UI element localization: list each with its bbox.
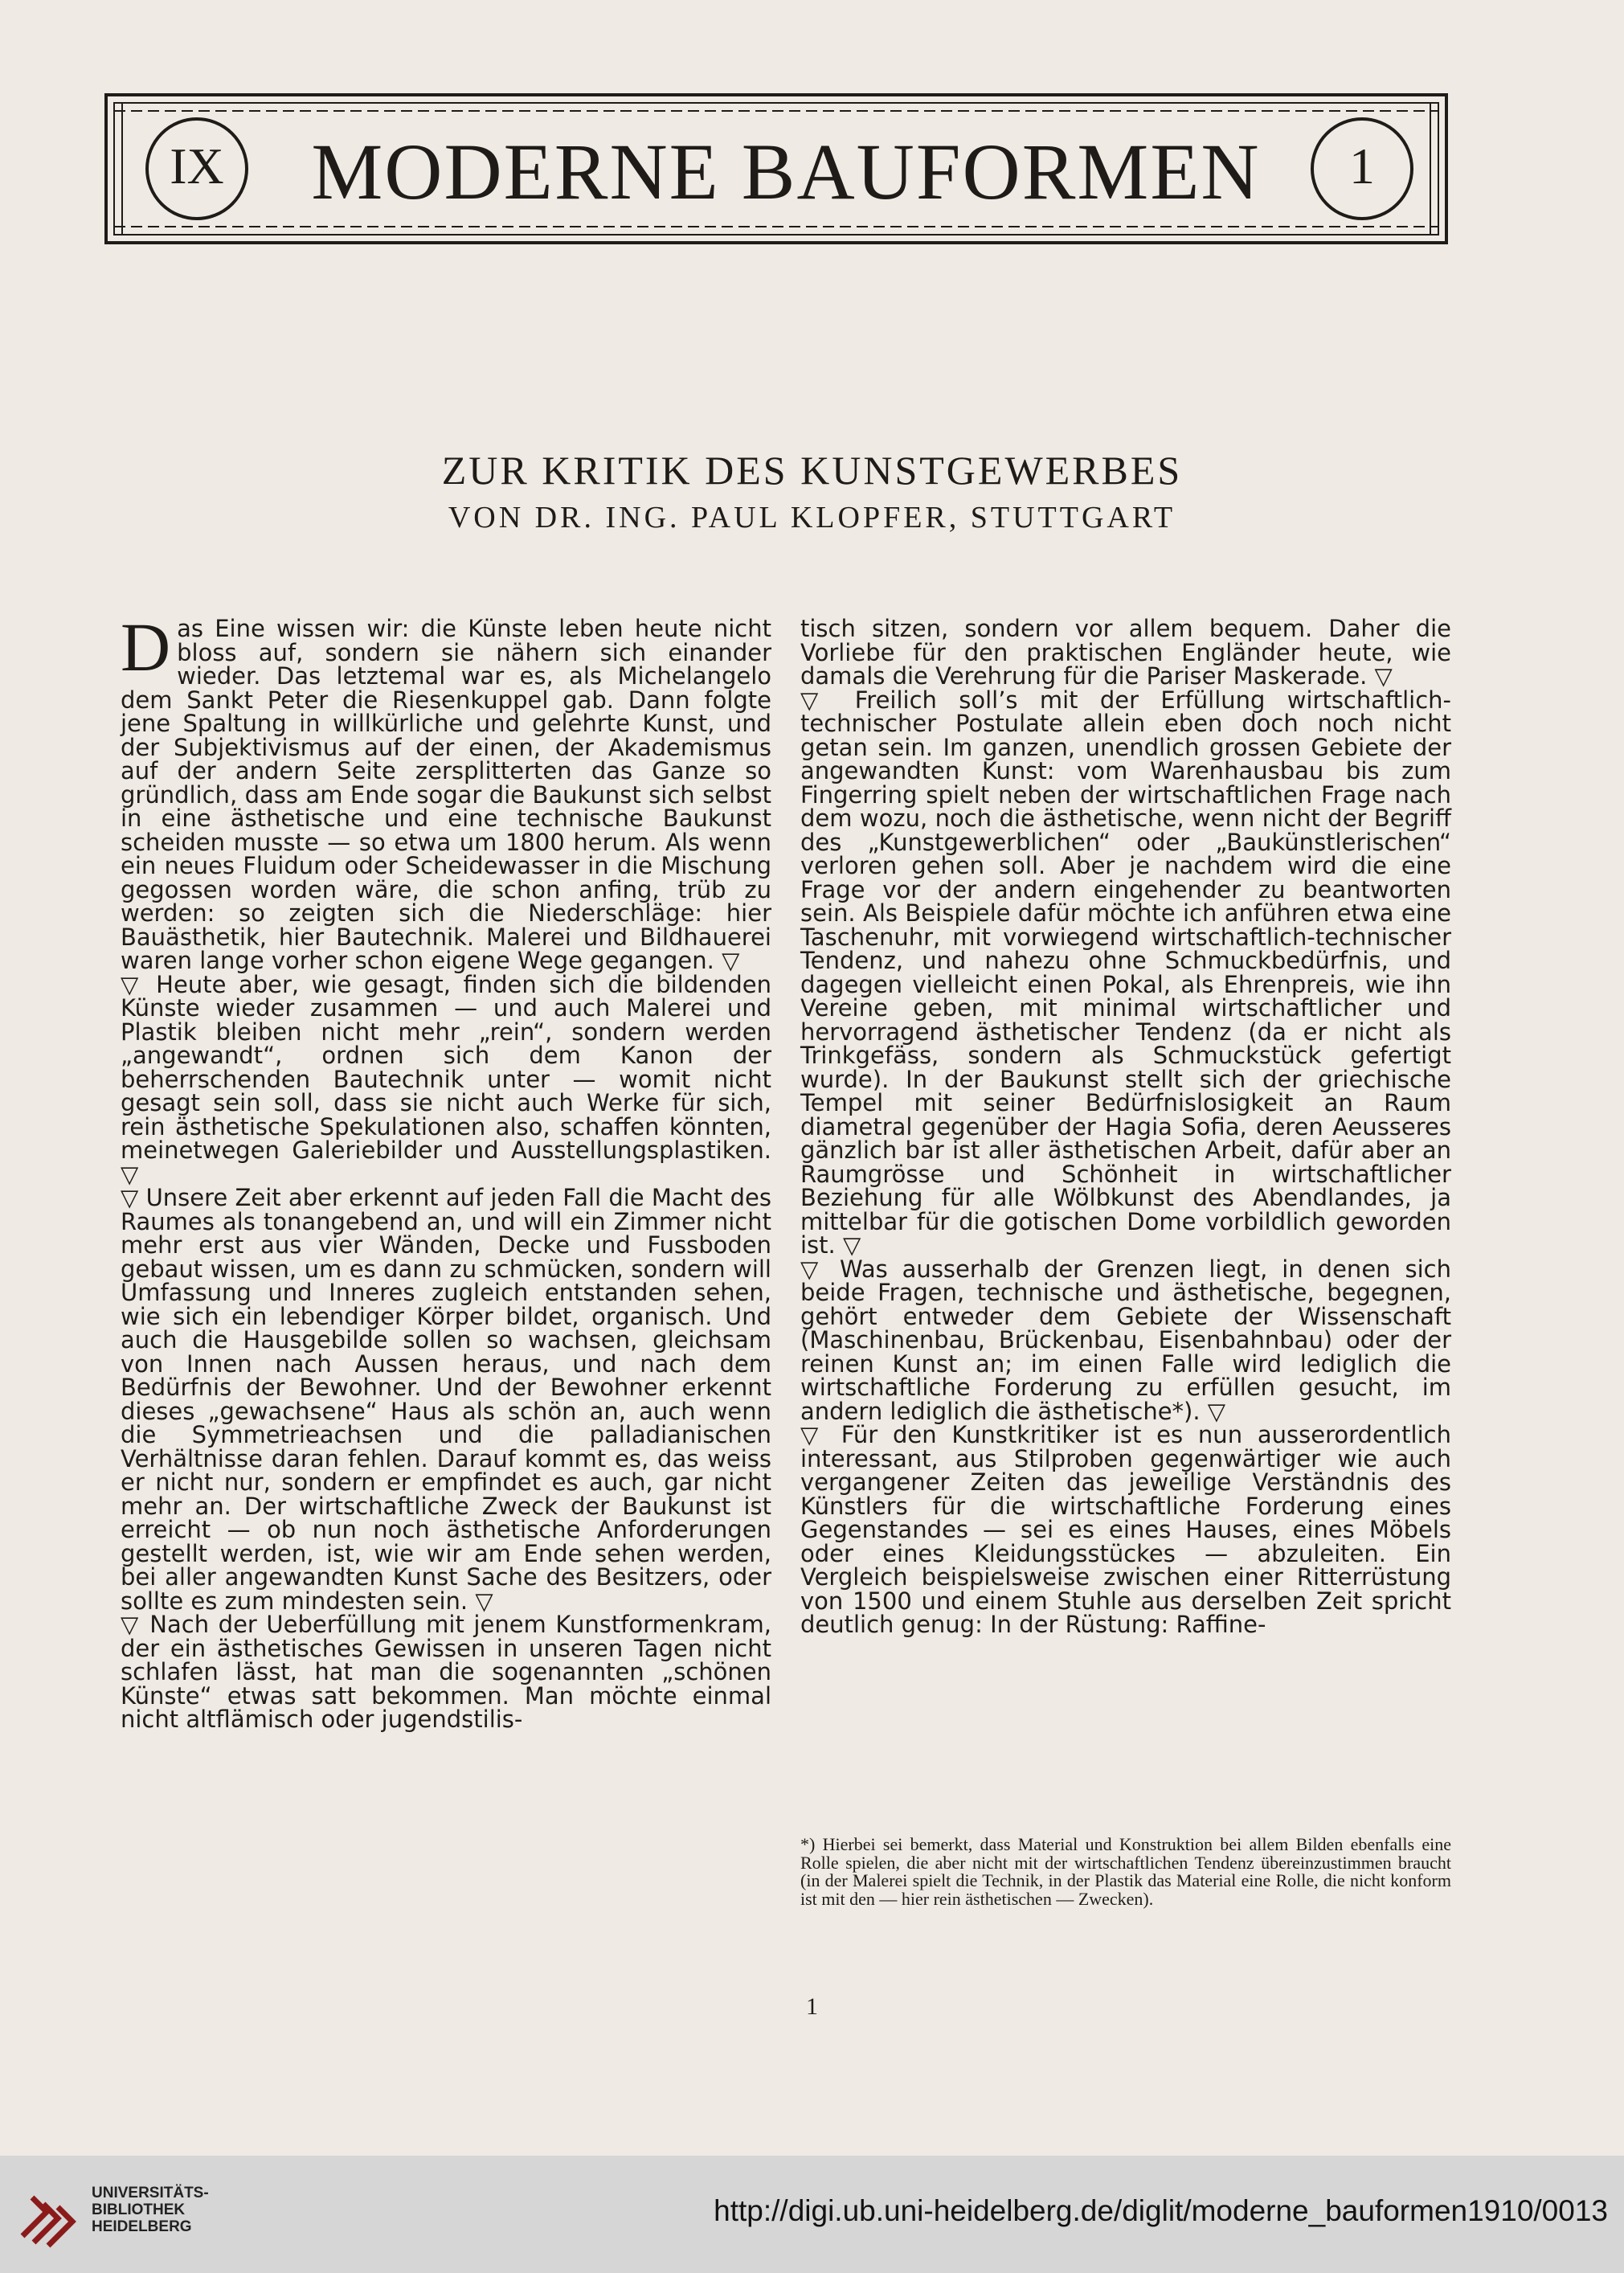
paragraph: ▽ Was ausserhalb der Grenzen liegt, in denen sich beide Fragen, technische und ästhetische, begegnen, gehört entweder dem Gebiete der Wissenschaft (Maschinenbau, Brückenbau, Eisenbahnbau) oder der reinen Kunst an; im einen Falle wird lediglich die wirtschaftliche Forderung zu erfüllen gesucht, im andern lediglich die ästhetische*). ▽ xyxy=(800,1255,1451,1425)
article-title: ZUR KRITIK DES KUNSTGEWERBES xyxy=(441,448,1183,493)
paragraph: ▽ Unsere Zeit aber erkennt auf jeden Fall die Macht des Raumes als tonangebend an, und will ein Zimmer nicht mehr erst aus vier Wänden, Decke und Fussboden gebaut wissen, um es dann zu schmücken, sondern will Umfassung und Inneres zugleich entstanden sehen, wie sich ein lebendiger Körper bildet, organisch. Und auch die Hausgebilde sollen so wachsen, gleichsam von Innen nach Aussen heraus, und nach dem Bedürfnis der Bewohner. Und der Bewohner erkennt dieses „gewachsene“ Haus als schön an, auch wenn die Symmetrieachsen und die palladianischen Verhältnisse daran fehlen. Darauf kommt es, das weiss er nicht nur, sondern er empfindet es auch, gar nicht mehr an. Der wirtschaftliche Zweck der Baukunst ist erreicht — ob nun noch ästhetische Anforderungen gestellt werden, ist, wie wir am Ende sehen werden, bei aller angewandten Kunst Sache des Besitzers, oder sollte es zum mindesten sein. ▽ xyxy=(121,1184,771,1615)
source-url-link[interactable]: http://digi.ub.uni-heidelberg.de/diglit/moderne_bauformen1910/0013 xyxy=(714,2194,1608,2227)
header-banner xyxy=(104,93,1448,244)
issue-number: 1 xyxy=(1349,137,1375,195)
page-number: 1 xyxy=(806,1993,818,2020)
paragraph-text: as Eine wissen wir: die Künste leben heute nicht bloss auf, sondern sie nähern sich einander wieder. Das letztemal war es, als Michelangelo dem Sankt Peter die Riesenkuppel gab. Dann folgte jene Spaltung in willkürliche und gelehrte Kunst, und der Subjektivismus auf der einen, der Akademismus auf der andern Seite zersplitterten das Ganze so gründlich, dass am Ende sogar die Baukunst sich selbst in eine ästhetische und eine technische Baukunst scheiden musste — so etwa um 1800 herum. Als wenn ein neues Fluidum oder Scheidewasser in die Mischung gegossen worden wäre, die schon anfing, trüb zu werden: so zeigten sich die Niederschläge: hier Bauästhetik, hier Bautechnik. Malerei und Bildhauerei waren lange vorher schon eigene Wege gegangen. ▽ xyxy=(121,615,771,974)
paragraph: ▽ Freilich soll’s mit der Erfüllung wirtschaftlich-technischer Postulate allein eben doch noch nicht getan sein. Im ganzen, unendlich grossen Gebiete der angewandten Kunst: vom Warenhausbau bis zum Fingerring spielt neben der wirtschaftlichen Frage nach dem wozu, noch die ästhetische, wenn nicht der Begriff des „Kunstgewerblichen“ oder „Baukünstlerischen“ verloren gehen soll. Aber je nachdem wird die eine Frage vor der andern eingehender zu beantworten sein. Als Beispiele dafür möchte ich anführen etwa eine Taschenuhr, mit vorwiegend wirtschaftlich-technischer Tendenz, und nahezu ohne Schmuckbedürfnis, und dagegen vielleicht einen Pokal, als Ehrenpreis, wie ihn Vereine geben, mit minimal wirtschaftlicher und hervorragend ästhetischer Tendenz (da er nicht als Trinkgefäss, sondern als Schmuckstück gefertigt wurde). In der Baukunst stellt sich der griechische Tempel mit seiner Bedürfnislosigkeit an Raum diametral gegenüber der Hagia Sofia, deren Aeusseres gänzlich bar ist aller ästhetischen Arbeit, dafür aber an Raumgrösse und Schönheit in wirtschaftlicher Beziehung für alle Wölbkunst des Abendlandes, ja mittelbar für die gotischen Dome vorbildlich geworden ist. ▽ xyxy=(800,686,1451,1259)
footer-bar xyxy=(0,2156,1624,2273)
paragraph: ▽ Für den Kunstkritiker ist es nun ausserordentlich interessant, aus Stilproben gegenwärtiger wie auch vergangener Zeiten das jeweilige Verständnis des Künstlers für die wirtschaftliche Forderung eines Gegenstandes — sei es eines Hauses, eines Möbels oder eines Kleidungsstückes — abzuleiten. Ein Vergleich beispielsweise zwischen einer Ritterrüstung von 1500 und einem Stuhle aus derselben Zeit spricht deutlich genug: In der Rüstung: Raffine- xyxy=(800,1421,1451,1638)
journal-title: MODERNE BAUFORMEN xyxy=(311,127,1261,216)
library-logo-icon[interactable] xyxy=(16,2180,85,2249)
right-column xyxy=(800,617,1451,1637)
paragraph xyxy=(121,608,771,974)
drop-cap: D xyxy=(121,608,171,686)
library-name[interactable]: UNIVERSITÄTS- BIBLIOTHEK HEIDELBERG xyxy=(92,2185,209,2235)
paragraph: ▽ Heute aber, wie gesagt, finden sich die bildenden Künste wieder zusammen — und auch Malerei und Plastik bleiben nicht mehr „rein“, sondern werden „angewandt“, ordnen sich dem Kanon der beherrschenden Bautechnik unter — womit nicht gesagt sein soll, dass sie nicht auch Werke für sich, rein ästhetische Spekulationen also, schaffen könnten, meinetwegen Galeriebilder und Ausstellungsplastiken. ▽ xyxy=(121,970,771,1188)
paragraph: tisch sitzen, sondern vor allem bequem. Daher die Vorliebe für den praktischen Engländer heute, wie damals die Verehrung für die Pariser Maskerade. ▽ xyxy=(800,615,1451,690)
article-byline: VON DR. ING. PAUL KLOPFER, STUTTGART xyxy=(448,501,1176,534)
paragraph: ▽ Nach der Ueberfüllung mit jenem Kunstformenkram, der ein ästhetisches Gewissen in unseren Tagen nicht schlafen lässt, hat man die sogenannten „schönen Künste“ etwas satt bekommen. Man möchte einmal nicht altflämisch oder jugendstilis- xyxy=(121,1611,771,1733)
left-column xyxy=(121,608,771,1733)
volume-number: IX xyxy=(170,137,224,195)
footnote: *) Hierbei sei bemerkt, dass Material und Konstruktion bei allem Bilden ebenfalls eine Rolle spielen, die aber nicht mit der wirtschaftlichen Tendenz übereinzustimmen braucht (in der Malerei spielt die Technik, in der Plastik das Material eine Rolle, die nicht konform ist mit den — hier rein ästhetischen — Zwecken). xyxy=(800,1834,1451,1909)
